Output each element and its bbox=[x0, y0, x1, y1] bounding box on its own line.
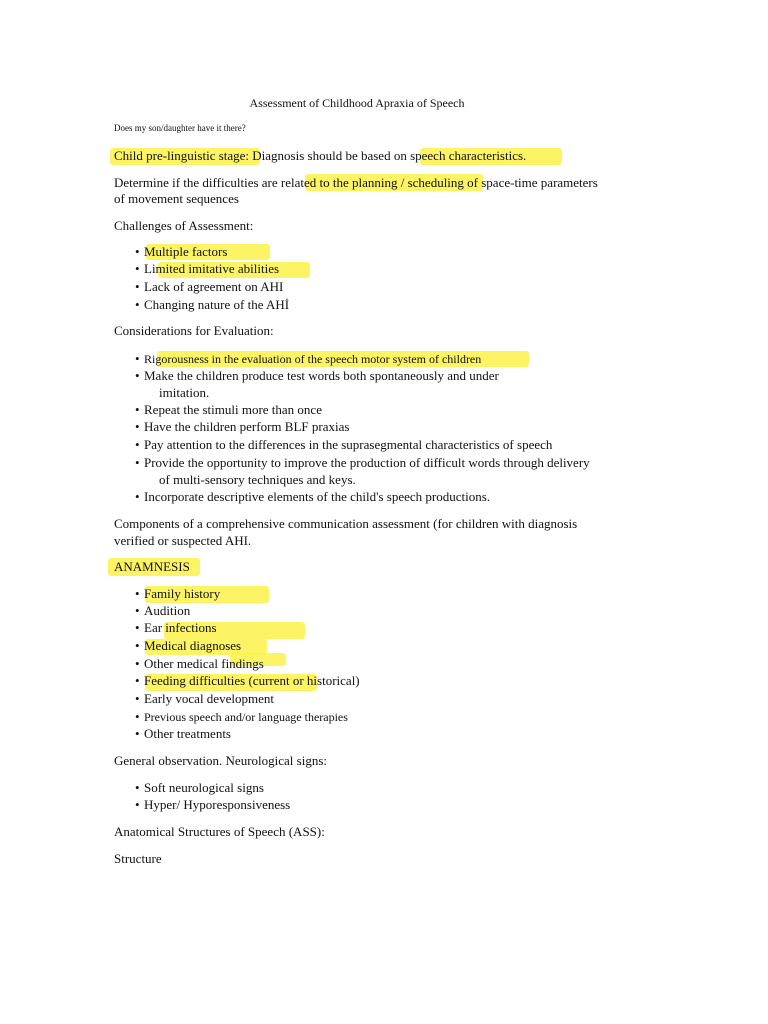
components-line-1: Components of a comprehensive communication assessment (for children with diagnosis bbox=[114, 516, 578, 531]
list-item: • Provide the opportunity to improve the production of difficult words through delivery bbox=[135, 455, 590, 470]
list-item: • Limited imitative abilities bbox=[135, 261, 280, 276]
list-item: • Early vocal development bbox=[135, 691, 274, 706]
intro-line-2: Determine if the difficulties are related to the planning / scheduling of space-time parameters bbox=[114, 175, 598, 190]
list-item: • Lack of agreement on AHI bbox=[135, 279, 284, 294]
list-item: • Pay attention to the differences in the suprasegmental characteristics of speech bbox=[135, 437, 553, 452]
list-item: • Hyper/ Hyporesponsiveness bbox=[135, 797, 291, 812]
structure-label: Structure bbox=[114, 851, 162, 866]
list-item: • Make the children produce test words both spontaneously and under bbox=[135, 368, 499, 383]
list-item: • Rigorousness in the evaluation of the speech motor system of children bbox=[135, 351, 482, 366]
list-item: • Previous speech and/or language therapies bbox=[135, 709, 348, 724]
anamnesis-heading: ANAMNESIS bbox=[114, 559, 190, 574]
intro-line-1: Child pre-linguistic stage: Diagnosis should be based on speech characteristics. bbox=[114, 148, 527, 163]
list-item: • Repeat the stimuli more than once bbox=[135, 402, 322, 417]
considerations-heading: Considerations for Evaluation: bbox=[114, 323, 274, 338]
intro-line-3: of movement sequences bbox=[114, 191, 239, 206]
list-item-continuation: imitation. bbox=[159, 385, 210, 400]
observation-heading: General observation. Neurological signs: bbox=[114, 753, 327, 768]
list-item: • Audition bbox=[135, 603, 191, 618]
list-item: • Have the children perform BLF praxias bbox=[135, 419, 350, 434]
list-item: • Other treatments bbox=[135, 726, 231, 741]
list-item: • Feeding difficulties (current or historical) bbox=[135, 673, 360, 688]
document-title: Assessment of Childhood Apraxia of Speech bbox=[249, 96, 465, 110]
list-item-continuation: of multi-sensory techniques and keys. bbox=[159, 472, 356, 487]
document-subtitle: Does my son/daughter have it there? bbox=[114, 123, 246, 133]
list-item: • Multiple factors bbox=[135, 244, 228, 259]
list-item: • Soft neurological signs bbox=[135, 780, 264, 795]
list-item: • Changing nature of the AHİ bbox=[135, 297, 290, 312]
anatomical-heading: Anatomical Structures of Speech (ASS): bbox=[114, 824, 325, 839]
list-item: • Family history bbox=[135, 586, 221, 601]
list-item: • Ear infections bbox=[135, 620, 217, 635]
list-item: • Incorporate descriptive elements of the child's speech productions. bbox=[135, 489, 491, 504]
list-item: • Other medical findings bbox=[135, 656, 264, 671]
challenges-heading: Challenges of Assessment: bbox=[114, 218, 254, 233]
list-item: • Medical diagnoses bbox=[135, 638, 242, 653]
components-line-2: verified or suspected AHI. bbox=[114, 533, 252, 548]
